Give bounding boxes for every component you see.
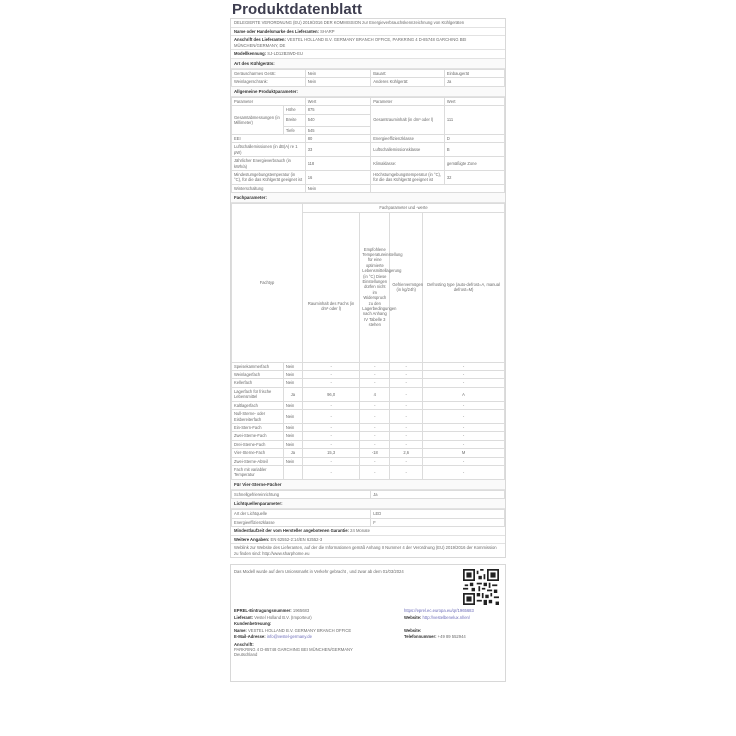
cell: - — [423, 371, 505, 379]
cell: - — [390, 371, 423, 379]
table-row — [232, 143, 505, 157]
cell: - — [302, 379, 359, 387]
table-row — [232, 78, 505, 86]
table-row — [232, 171, 505, 185]
customer-service-label: Kundenbetreuung: — [234, 621, 272, 627]
weblink-text: Weblink zur Website des Lieferanten, auf der die Informationen gemäß Anhang II Nummer 4 der Verordnung (EU) 2019/2016 der Kommission zu finden sind: http://www.sharphome.eu — [234, 545, 497, 556]
header-cell: Fachtyp — [232, 204, 303, 362]
warranty-value: 24 Monate — [350, 527, 370, 533]
cell: - — [302, 423, 359, 431]
table-row — [232, 379, 505, 387]
cell: 4 — [360, 387, 390, 401]
warranty-label: Mindestlaufzeit der vom Hersteller angebotenen Garantie: — [234, 527, 349, 533]
cell: - — [360, 465, 390, 479]
cell: 540 — [305, 114, 371, 126]
supplier-name-row — [231, 28, 505, 37]
website2-label: Website: — [404, 627, 422, 633]
cell: Art der Lichtquelle — [232, 510, 371, 518]
cell: Fach mit variabler Temperatur — [232, 465, 284, 479]
cell: Nein — [283, 362, 302, 370]
warranty-row — [231, 527, 505, 536]
cell: Nein — [283, 457, 302, 465]
cell: Ja — [444, 78, 504, 86]
cell: Tiefe — [283, 126, 305, 134]
cell: Kaltlagerfach — [232, 401, 284, 409]
device-type-table — [231, 69, 505, 87]
name-row — [234, 628, 502, 635]
cell: - — [390, 432, 423, 440]
cell: - — [360, 423, 390, 431]
cell: Vier-Sterne-Fach — [232, 449, 284, 457]
cell: A — [423, 387, 505, 401]
cell: Ja — [371, 490, 505, 498]
cell: - — [390, 440, 423, 448]
cell: Höchstumgebungstemperatur (in °C), für die das Kühlgerät geeignet ist — [371, 171, 445, 185]
supplier-name-value: SHARP — [320, 28, 335, 34]
table-row — [232, 69, 505, 77]
further-info-value: EN 62552-2:14/EN 62552-3 — [270, 536, 323, 542]
cell: Mindestumgebungstemperatur (in °C), für die das Kühlgerät geeignet ist — [232, 171, 306, 185]
cell: - — [360, 362, 390, 370]
table-row — [232, 157, 505, 171]
cell: - — [390, 362, 423, 370]
cell: - — [302, 465, 359, 479]
table-row — [232, 490, 505, 498]
table-row — [232, 432, 505, 440]
model-row — [231, 50, 505, 59]
compartment-table — [231, 203, 505, 480]
cell: 80 — [305, 135, 371, 143]
cell: Nein — [283, 379, 302, 387]
cell: 33 — [305, 143, 371, 157]
cell: - — [360, 432, 390, 440]
cell: Ja — [283, 387, 302, 401]
cell: - — [423, 457, 505, 465]
winter-label: Winterschaltung — [232, 184, 306, 192]
market-text: Das Modell wurde auf dem Unionsmarkt in Verkehr gebracht , und zwar ab dem 01/03/2024 — [234, 569, 404, 575]
table-row — [232, 371, 505, 379]
cell: 118 — [305, 157, 371, 171]
cell: - — [302, 401, 359, 409]
cell: Weinlagerfach — [232, 371, 284, 379]
name-label: Name: — [234, 627, 247, 633]
table-row — [232, 510, 505, 518]
light-table — [231, 509, 505, 527]
cell: - — [423, 440, 505, 448]
table-row — [232, 449, 505, 457]
model-label: Modellkennung: — [234, 51, 267, 57]
table-row — [232, 362, 505, 370]
cell: Nein — [283, 410, 302, 424]
header-box — [230, 18, 506, 558]
cell: Nein — [283, 432, 302, 440]
cell: Luftschallemissionsklasse — [371, 143, 445, 157]
cell: 2,6 — [390, 449, 423, 457]
cell: - — [360, 440, 390, 448]
table-row — [232, 106, 505, 114]
cell: - — [302, 432, 359, 440]
table-row — [232, 184, 505, 192]
further-info-row — [231, 536, 505, 545]
cell: Jährlicher Energieverbrauch (in kWh/a) — [232, 157, 306, 171]
cell: - — [360, 401, 390, 409]
page-title: Produktdatenblatt — [232, 1, 363, 18]
header-cell: Parameter — [232, 97, 306, 105]
eprel-link[interactable]: https://eprel.ec.europa.eu/qr/1965683 — [404, 607, 474, 613]
cell: -18 — [360, 449, 390, 457]
light-section: Lichtquellenparameter: — [231, 499, 505, 509]
cell: 16 — [305, 171, 371, 185]
name-value: VESTEL HOLLAND B.V. GERMANY BRANCH OFFICE — [247, 627, 352, 633]
phone-label: Telefonnummer: — [404, 634, 437, 640]
header-cell: Fachparameter und -werte — [302, 204, 504, 212]
header-cell: Empfohlene Temperatureinstellung für eine optimierte Lebensmittellagerung (in °C) Diese Einstellungen dürfen nicht im Widerspruch zu den Lagerbedingungen nach Anhang IV Tabelle 3 stehen — [360, 212, 390, 362]
customer-service-row — [234, 621, 502, 628]
cell: - — [302, 410, 359, 424]
header-cell: Wert — [444, 97, 504, 105]
address-line2: Deutschland — [234, 651, 258, 657]
cell: 545 — [305, 126, 371, 134]
table-row — [232, 410, 505, 424]
cell: M — [423, 449, 505, 457]
dimensions-label: Gesamtabmessungen (in Millimeter) — [232, 106, 284, 135]
cell: - — [390, 423, 423, 431]
general-params-section: Allgemeine Produktparameter: — [231, 87, 505, 97]
cell: - — [302, 457, 359, 465]
cell: - — [360, 379, 390, 387]
cell: Nein — [283, 423, 302, 431]
cell: Energieeffizienzklasse — [232, 518, 371, 526]
cell: - — [390, 387, 423, 401]
cell: 875 — [305, 106, 371, 114]
cell: EEI — [232, 135, 306, 143]
header-cell: Parameter — [371, 97, 445, 105]
supplier-label: Lieferant: — [234, 614, 254, 620]
table-row — [232, 518, 505, 526]
supplier-address-value: VESTEL HOLLAND B.V. GERMANY BRANCH OFFICE, PARKRING 4 D-85748 GARCHING BEI MÜNCHEN/GERMANY, DE — [234, 37, 467, 48]
address-label: Anschrift: — [234, 641, 254, 647]
cell — [283, 465, 302, 479]
table-header-row — [232, 97, 505, 105]
supplier-name-label: Name oder Handelsmarke des Lieferanten: — [234, 28, 319, 34]
cell: Kellerfach — [232, 379, 284, 387]
email-label: E-Mail-Adresse: — [234, 634, 266, 640]
cell: Drei-Sterne-Fach — [232, 440, 284, 448]
cell: Nein — [305, 78, 371, 86]
address-line1: PARKRING 4 D-85748 GARCHING BEI MÜNCHEN/GERMANY — [234, 646, 353, 652]
cell: - — [302, 371, 359, 379]
cell: Nein — [283, 401, 302, 409]
cell: - — [390, 457, 423, 465]
cell: LED — [371, 510, 505, 518]
cell: Ein-Stern-Fach — [232, 423, 284, 431]
table-row — [232, 457, 505, 465]
cell: - — [423, 379, 505, 387]
cell: B — [444, 143, 504, 157]
cell: - — [423, 423, 505, 431]
cell: Einbaugerät — [444, 69, 504, 77]
cell: Nein — [283, 371, 302, 379]
cell: - — [423, 410, 505, 424]
table-row — [232, 423, 505, 431]
header-cell: Wert — [305, 97, 371, 105]
cell: Null-Sterne- oder Eisbereiterfach — [232, 410, 284, 424]
cell: Breite — [283, 114, 305, 126]
phone-value: +49 89 552944 — [437, 634, 466, 640]
cell: Anderes Kühlgerät: — [371, 78, 445, 86]
footer-box — [230, 564, 506, 682]
cell: Ja — [283, 449, 302, 457]
eprel-label: EPREL-Eintragungsnummer: — [234, 607, 292, 613]
four-star-section: Für Vier-Sterne-Fächer — [231, 480, 505, 490]
cell: - — [302, 362, 359, 370]
table-row — [232, 440, 505, 448]
cell: Energieeffizienzklasse — [371, 135, 445, 143]
cell: - — [390, 465, 423, 479]
table-row — [232, 401, 505, 409]
eprel-row — [234, 608, 502, 615]
cell: - — [390, 410, 423, 424]
empty-cell — [371, 184, 505, 192]
cell: Nein — [305, 69, 371, 77]
supplier-address-label: Anschrift des Lieferanten: — [234, 37, 286, 43]
cell: - — [390, 379, 423, 387]
cell: 32 — [444, 171, 504, 185]
supplier-row — [234, 615, 502, 622]
email-link[interactable]: info@vestel-germany.de — [266, 634, 312, 640]
header-cell: Rauminhalt des Fachs (in dm³ oder l) — [302, 212, 359, 362]
supplier-value: Vestel Holland B.V. (Importeur) — [254, 614, 312, 620]
website-link[interactable]: http://vestelbenelux.nl/en/ — [422, 614, 471, 620]
product-data-sheet — [228, 0, 508, 682]
cell: Bauart: — [371, 69, 445, 77]
cell: - — [423, 362, 505, 370]
supplier-address-row — [231, 36, 505, 50]
table-row — [232, 465, 505, 479]
further-info-label: Weitere Angaben: — [234, 536, 270, 542]
cell: - — [423, 432, 505, 440]
cell: Klimaklasse: — [371, 157, 445, 171]
cell: Zwei-Sterne-Fach — [232, 432, 284, 440]
four-star-table — [231, 490, 505, 499]
eprel-value: 1965683 — [292, 607, 310, 613]
cell: - — [390, 401, 423, 409]
qr-code-icon — [463, 569, 499, 605]
compartment-section: Fachparameter: — [231, 193, 505, 203]
email-row — [234, 634, 502, 641]
header-cell: Gefriervermögen (in kg/24h) — [390, 212, 423, 362]
device-type-section: Art des Kühlgeräts: — [231, 59, 505, 69]
total-volume-value: 111 — [444, 106, 504, 135]
cell: 96,0 — [302, 387, 359, 401]
winter-value: Nein — [305, 184, 371, 192]
cell: 15,3 — [302, 449, 359, 457]
cell: Nein — [283, 440, 302, 448]
website-label: Website: — [404, 614, 422, 620]
total-volume-label: Gesamtrauminhalt (in dm³ oder l) — [371, 106, 445, 135]
cell: Weinlagerschrank: — [232, 78, 306, 86]
cell: Höhe — [283, 106, 305, 114]
table-row — [232, 387, 505, 401]
cell: Schnellgefriereinrichtung — [232, 490, 371, 498]
cell: - — [360, 410, 390, 424]
table-header-row — [232, 204, 505, 212]
cell: - — [360, 457, 390, 465]
cell: D — [444, 135, 504, 143]
cell: F — [371, 518, 505, 526]
cell: - — [302, 440, 359, 448]
general-params-table — [231, 97, 505, 193]
cell: - — [423, 465, 505, 479]
cell: Zwei-Sterne-Abteil — [232, 457, 284, 465]
cell: Lagerfach für frische Lebensmittel — [232, 387, 284, 401]
table-row — [232, 135, 505, 143]
regulation-text: DELEGIERTE VERORDNUNG (EU) 2019/2016 DER KOMMISSION zur Energieverbrauchskennzeichnung von Kühlgeräten — [231, 19, 505, 28]
cell: gemäßigte Zone — [444, 157, 504, 171]
header-cell: Defrosting type (auto-defrost=A, manual defrost=M) — [423, 212, 505, 362]
model-value: SJ-LD12B3WD-EU — [267, 51, 303, 57]
cell: Luftschallemissionen (in dB(A) re 1 pW) — [232, 143, 306, 157]
cell: - — [423, 401, 505, 409]
cell: Speisekammerfach — [232, 362, 284, 370]
cell: - — [360, 371, 390, 379]
cell: Geräuscharmes Gerät: — [232, 69, 306, 77]
